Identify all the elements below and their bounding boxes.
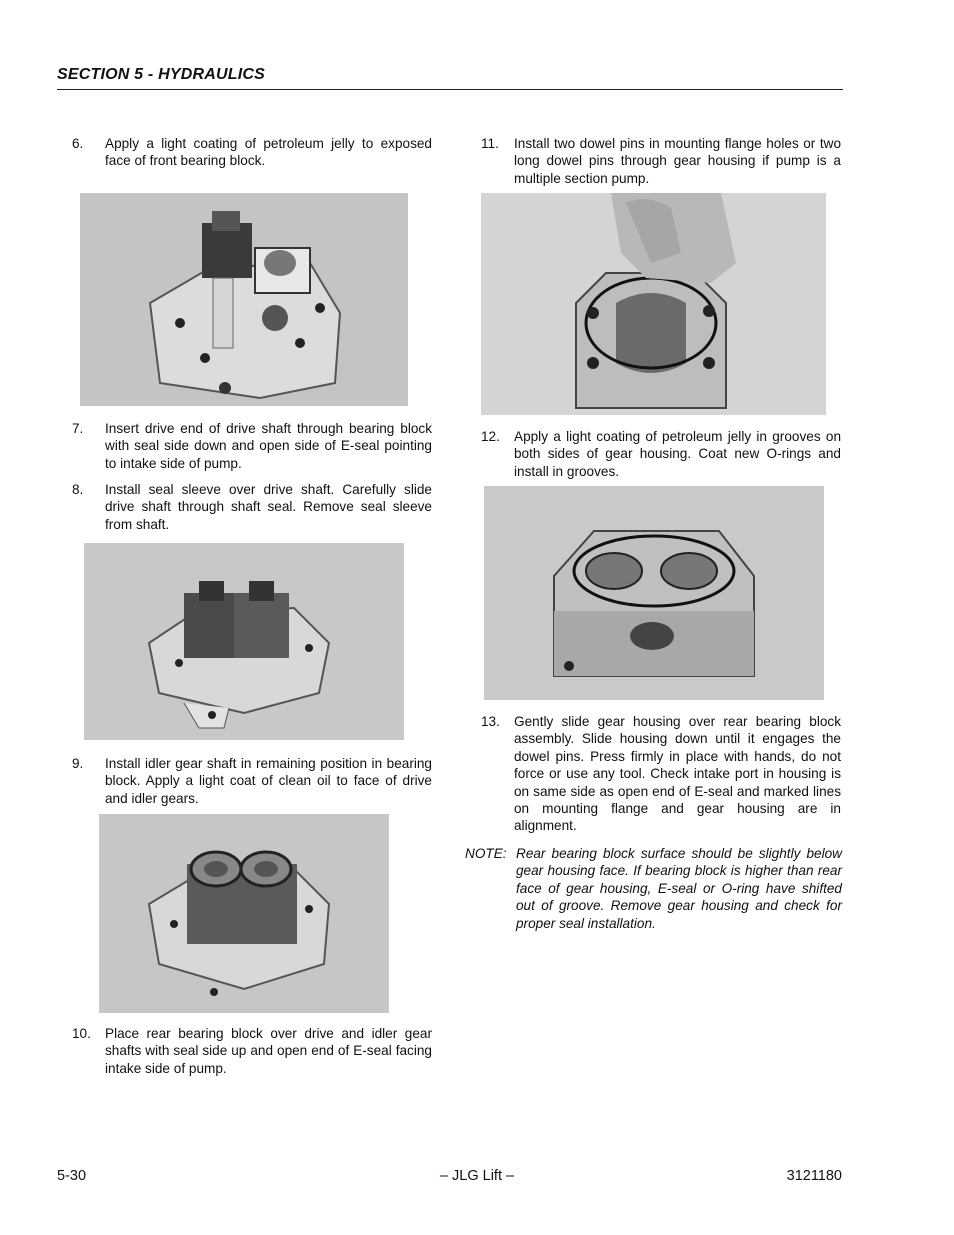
step-9 [72, 755, 432, 807]
step-number: 10. [72, 1026, 91, 1041]
step-7 [72, 420, 432, 472]
footer-brand: – JLG Lift – [439, 1168, 515, 1184]
section-header [57, 66, 843, 90]
document-number: 3121180 [786, 1168, 842, 1184]
step-text: Place rear bearing block over drive and idler gear shafts with seal side up and open end of E-seal facing intake side of pump. [105, 1026, 432, 1076]
step-text: Gently slide gear housing over rear bearing block assembly. Slide housing down until it engages the dowel pins. Press firmly in place with hands, do not force or use any tool. Check intake port in housing is on same side as open end of E-seal and marked lines on mounting flange and gear housing are in alignment. [514, 714, 841, 834]
step-text: Install seal sleeve over drive shaft. Carefully slide drive shaft through shaft seal. Remove seal sleeve from shaft. [105, 482, 432, 532]
step-8 [72, 481, 432, 533]
note-text: Rear bearing block surface should be slightly below gear housing face. If bearing block is higher than rear face of gear housing, E-seal or O-ring have shifted out of groove. Remove gear housing and check for proper seal installation. [516, 846, 842, 931]
photo-idler-gear-shaft-installed [99, 814, 389, 1013]
step-number: 8. [72, 482, 84, 497]
step-12 [481, 428, 841, 480]
step-number: 7. [72, 421, 84, 436]
step-11 [481, 135, 841, 187]
step-text: Install idler gear shaft in remaining position in bearing block. Apply a light coat of clean oil to face of drive and idler gears. [105, 756, 432, 806]
step-number: 11. [481, 136, 499, 151]
note-block [465, 845, 842, 932]
step-number: 13. [481, 714, 500, 729]
step-number: 9. [72, 756, 84, 771]
step-text: Insert drive end of drive shaft through bearing block with seal side down and open side of E-seal pointing to intake side of pump. [105, 421, 432, 471]
page-number: 5-30 [57, 1168, 87, 1184]
step-number: 6. [72, 136, 84, 151]
step-text: Apply a light coating of petroleum jelly in grooves on both sides of gear housing. Coat new O-rings and install in grooves. [514, 429, 841, 479]
section-title: SECTION 5 - HYDRAULICS [57, 66, 265, 83]
photo-front-bearing-block-drive-gear [80, 193, 408, 406]
photo-dowel-pins-o-ring [481, 193, 826, 415]
step-text: Apply a light coating of petroleum jelly to exposed face of front bearing block. [105, 136, 432, 169]
step-10 [72, 1025, 432, 1077]
step-6 [72, 135, 432, 170]
step-number: 12. [481, 429, 500, 444]
step-13 [481, 713, 841, 835]
step-text: Install two dowel pins in mounting flange holes or two long dowel pins through gear housing if pump is a multiple section pump. [514, 136, 841, 186]
note-label: NOTE: [465, 846, 507, 861]
photo-drive-shaft-installed [84, 543, 404, 740]
photo-gear-housing-o-rings [484, 486, 824, 700]
